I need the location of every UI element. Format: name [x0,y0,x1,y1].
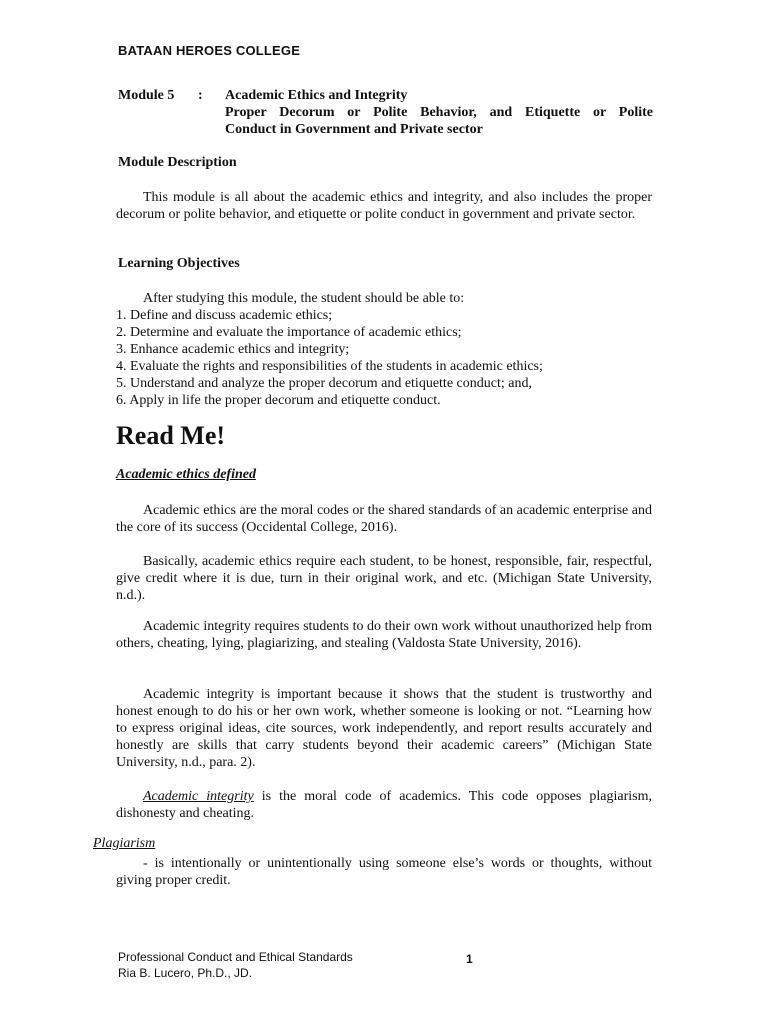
module-title-line2: Proper Decorum or Polite Behavior, and Etiquette or Polite [225,105,653,120]
paragraph-2-text: Basically, academic ethics require each student, to be honest, responsible, fair, respectful, give credit where it is due, turn in their original work, and etc. (Michigan State University, n.d.). [116,554,652,603]
plagiarism-definition-text: - is intentionally or unintentionally using someone else’s words or thoughts, without giving proper credit. [116,856,652,888]
module-description-text [116,189,652,223]
module-title-line3: Conduct in Government and Private sector [225,122,483,137]
objective-item: 6. Apply in life the proper decorum and etiquette conduct. [116,393,441,408]
footer-course: Professional Conduct and Ethical Standards [118,950,353,964]
read-me-heading: Read Me! [116,421,226,450]
paragraph-4-text: Academic integrity is important because it shows that the student is trustworthy and honest enough to do his or her own work, whether someone is looking or not. “Learning how to express original ideas, cite sources, work independently, and report results accurately and honestly are skills that carry students beyond their academic careers” (Michigan State University, n.d., para. 2). [116,687,652,770]
page-number: 1 [466,952,473,966]
academic-ethics-defined-heading: Academic ethics defined [116,467,256,482]
learning-objectives-list [116,290,652,409]
plagiarism-definition [116,855,652,889]
plagiarism-heading: Plagiarism [93,836,156,851]
objective-item: 5. Understand and analyze the proper decorum and etiquette conduct; and, [116,376,532,391]
module-title-line1: Academic Ethics and Integrity [225,88,408,103]
module-title-block [118,87,653,138]
footer-author: Ria B. Lucero, Ph.D., JD. [118,966,253,980]
paragraph-4 [116,686,652,771]
paragraph-2 [116,553,652,604]
paragraph-5-text: is the moral code of academics. This code opposes plagiarism, dishonesty and cheating. [116,789,652,821]
objective-item: 3. Enhance academic ethics and integrity; [116,342,350,357]
paragraph-1 [116,502,652,536]
module-description-heading: Module Description [118,155,237,170]
objective-item: 2. Determine and evaluate the importance of academic ethics; [116,325,462,340]
paragraph-3-text: Academic integrity requires students to do their own work without unauthorized help from others, cheating, lying, plagiarizing, and stealing (Valdosta State University, 2016). [116,619,652,651]
module-description-body: This module is all about the academic ethics and integrity, and also includes the proper decorum or polite behavior, and etiquette or polite conduct in government and private sector. [116,190,652,222]
module-colon: : [198,88,203,103]
paragraph-1-text: Academic ethics are the moral codes or the shared standards of an academic enterprise and the core of its success (Occidental College, 2016). [116,503,652,535]
objective-item: 1. Define and discuss academic ethics; [116,308,333,323]
learning-objectives-heading: Learning Objectives [118,256,240,271]
objective-item: 4. Evaluate the rights and responsibilities of the students in academic ethics; [116,359,543,374]
paragraph-3 [116,618,652,652]
paragraph-5 [116,788,652,822]
objectives-intro: After studying this module, the student should be able to: [143,291,465,306]
page-footer [118,949,353,981]
module-titles [225,87,653,138]
academic-integrity-term: Academic integrity [143,789,254,804]
module-number: Module 5 [118,88,175,103]
institution-header: BATAAN HEROES COLLEGE [118,43,301,58]
